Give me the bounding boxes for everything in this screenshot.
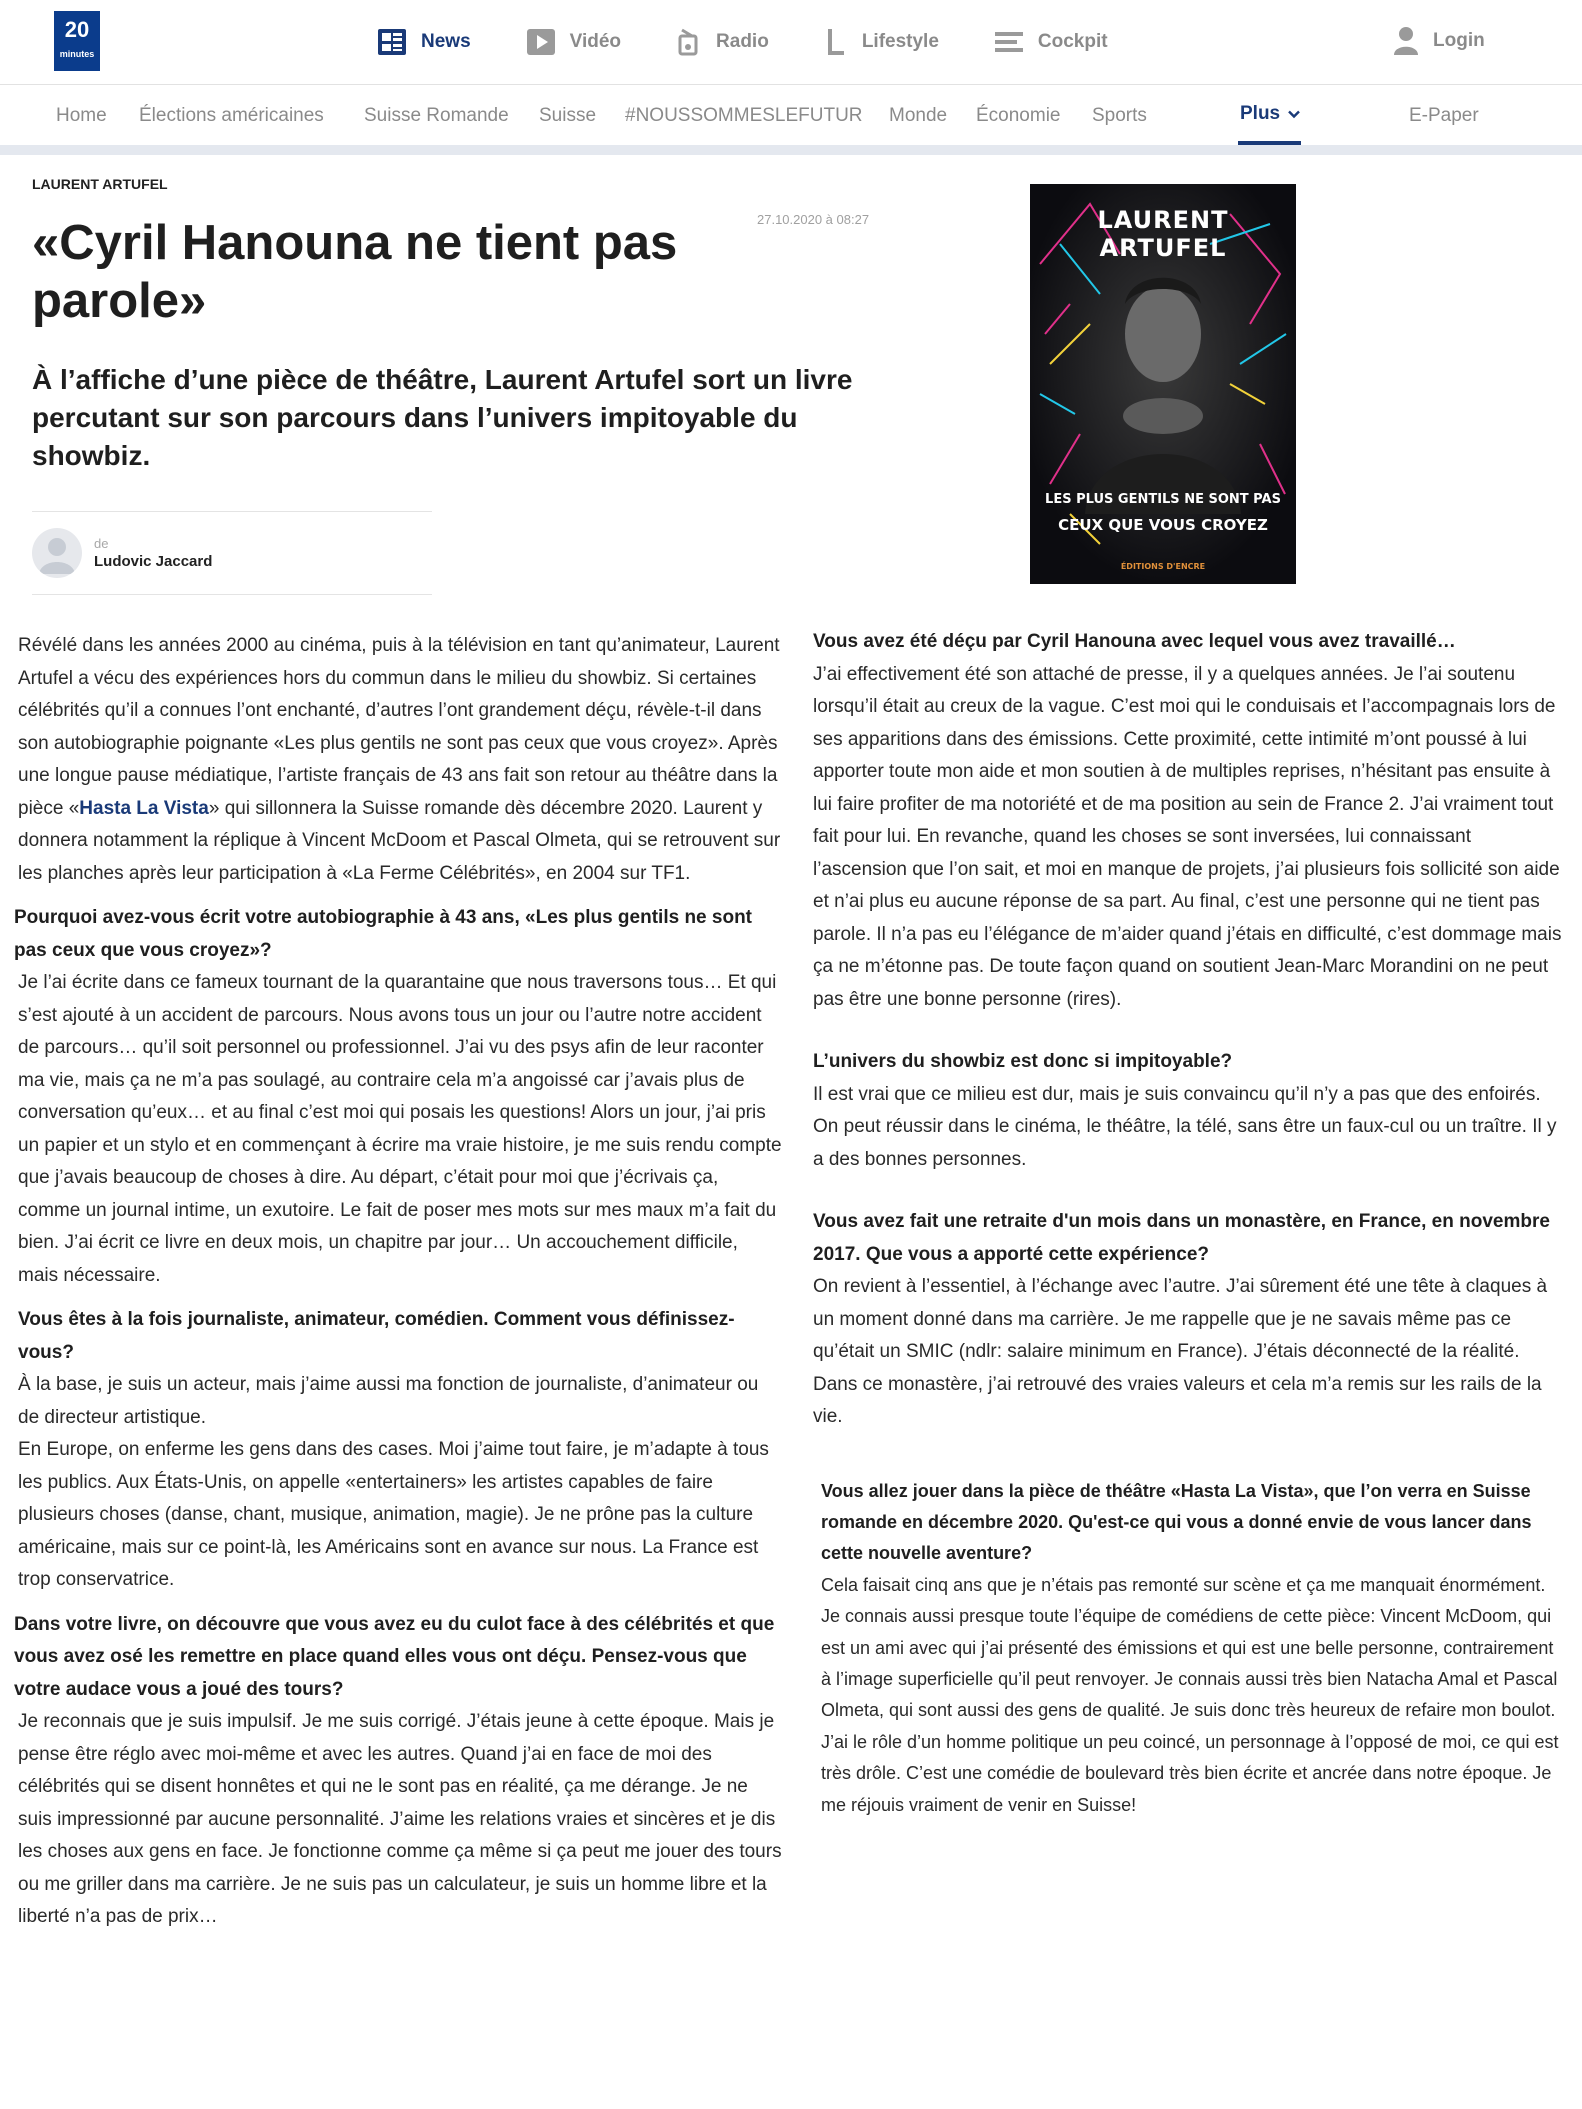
book-author: LAURENT ARTUFEL <box>1097 206 1229 262</box>
answer-1: Je l’ai écrite dans ce fameux tournant de la quarantaine que nous traversons tous… Et qui s’est ajouté à un accident de parcours. Nous avons tous un jour ou l’autre notre accident de parcours… qu’il soit personnel ou professionnel. J’ai vu des psys afin de leur raconter ma vie, mais ça ne m’a pas soulagé, au contraire cela m’a angoissé car j’avais plus de conversation qu’eux… et au final c’est moi qui posais les questions! Alors un jour, j’ai pris un papier et un stylo et en commençant à écrire ma vraie histoire, je me suis rendu compte que j’avais beaucoup de choses à dire. Au départ, c’était pour moi que j’écrivais ça, comme un journal intime, un exutoire. Le fait de poser mes mots sur mes maux m’a fait du bien. J’ai écrit ce livre en deux mois, un chapitre par jour… Un accouchement difficile, mais nécessaire. <box>18 972 782 1286</box>
site-logo[interactable] <box>54 11 100 71</box>
section-nav <box>0 85 1582 155</box>
logo-word: minutes <box>59 49 95 59</box>
answer-2a: À la base, je suis un acteur, mais j’aime aussi ma fonction de journaliste, d’animateur ou de directeur artistique. <box>18 1374 759 1428</box>
nav-news[interactable] <box>377 26 471 58</box>
avatar-placeholder-icon <box>32 528 82 578</box>
top-navigation <box>0 0 1582 85</box>
subnav-monde[interactable]: Monde <box>889 105 948 126</box>
login-button[interactable] <box>1393 26 1485 56</box>
nav-video[interactable] <box>526 26 621 58</box>
question-4: Vous avez été déçu par Cyril Hanouna avec lequel vous avez travaillé… <box>813 631 1456 652</box>
article-tag[interactable]: LAURENT ARTUFEL <box>32 176 168 192</box>
intro-paragraph <box>18 630 783 890</box>
book-cover-image <box>1030 184 1296 584</box>
question-1: Pourquoi avez-vous écrit votre autobiographie à 43 ans, «Les plus gentils ne sont pas ceux que vous croyez»? <box>14 907 753 961</box>
nav-lifestyle-label: Lifestyle <box>861 31 939 52</box>
publication-date: 27.10.2020 à 08:27 <box>757 212 870 227</box>
book-title-line-2: CEUX QUE VOUS CROYEZ <box>1058 516 1268 534</box>
answer-7: Cela faisait cinq ans que je n’étais pas remonté sur scène et ça me manquait énormément. Je connais aussi presque toute l’équipe de comédiens de cette pièce: Vincent McDoom, qui est un ami avec qui j’ai présenté des émissions et qui est une belle personne, contrairement à l’image superficielle qu’il peut renvoyer. Je connais aussi très bien Natacha Amal et Pascal Olmeta, qui sont aussi des gens de qualité. Je suis donc très heureux de refaire mon boulot. J’ai le rôle d’un homme politique un peu coincé, un personnage à l’opposé de moi, ce qui est très drôle. C’est une comédie de boulevard très bien écrite et ancrée dans notre époque. Je me réjouis vraiment de venir en Suisse! <box>821 1574 1559 1815</box>
byline-prefix: de <box>94 536 109 551</box>
author-name[interactable]: Ludovic Jaccard <box>94 553 213 570</box>
answer-4: J’ai effectivement été son attaché de presse, il y a quelques années. Je l’ai soutenu lorsqu’il était au creux de la vague. C’est moi qui le conduisais et l’accompagnais lors de ses apparitions dans des émissions. Cette proximité, cette intimité m’ont poussé à lui apporter toute mon aide et mon soutien à de multiples reprises, n’hésitant pas ensuite à lui faire profiter de ma notoriété et de ma position au sein de France 2. J’ai vraiment tout fait pour lui. En revanche, quand les choses se sont inversées, lui connaissant l’ascension que l’on sait, et moi en manque de projets, j’ai plusieurs fois sollicité son aide et n’ai plus eu aucune réponse de sa part. Au final, c’est une personne qui ne tient pas parole. Il n’a pas eu l’élégance de m’aider quand j’étais en difficulté, c’est dommage mais ça ne m’étonne pas. De toute façon quand on soutient Jean-Marc Morandini on ne peut pas être une bonne personne (rires). <box>813 663 1562 1010</box>
video-play-icon <box>526 28 556 56</box>
answer-7-block <box>821 1476 1565 1821</box>
intro-text: Révélé dans les années 2000 au cinéma, puis à la télévision en tant qu’animateur, Laurent Artufel a vécu des expériences hors du commun dans le milieu du showbiz. Si certaines célébrités qu’il a connues l’ont enchanté, d’autres l’ont grandement déçu, révèle-t-il dans son autobiographie poignante «Les plus gentils ne sont pas ceux que vous croyez». Après une longue pause médiatique, l’artiste français de 43 ans fait son retour au théâtre dans la pièce « <box>18 635 780 819</box>
news-grid-icon <box>377 28 407 56</box>
subnav-sports[interactable]: Sports <box>1092 105 1147 126</box>
chevron-down-icon <box>1288 110 1300 119</box>
subnav-suisse-romande[interactable]: Suisse Romande <box>364 105 509 126</box>
question-2: Vous êtes à la fois journaliste, animateur, comédien. Comment vous définissez-vous? <box>18 1309 735 1363</box>
subnav-nous-sommes-le-futur[interactable]: #NOUSSOMMESLEFUTUR <box>625 105 863 126</box>
intro-text-continued: » qui sillonnera la Suisse romande dès décembre 2020. Laurent y donnera notamment la réplique à Vincent McDoom et Pascal Olmeta, qui se retrouvent sur les planches après leur participation à «La Ferme Célébrités», en 2004 sur TF1. <box>18 797 781 884</box>
question-6: Vous avez fait une retraite d'un mois dans un monastère, en France, en novembre 2017. Que vous a apporté cette expérience? <box>813 1211 1550 1265</box>
nav-radio[interactable] <box>676 26 769 58</box>
cockpit-icon <box>994 29 1024 55</box>
question-7: Vous allez jouer dans la pièce de théâtre «Hasta La Vista», que l’on verra en Suisse romande en décembre 2020. Qu'est-ce qui vous a donné envie de vous lancer dans cette nouvelle aventure? <box>821 1480 1532 1564</box>
active-tab-indicator <box>1238 141 1301 145</box>
subnav-more-label: Plus <box>1240 103 1281 124</box>
subnav-epaper[interactable]: E-Paper <box>1409 105 1479 126</box>
question-5: L’univers du showbiz est donc si impitoyable? <box>813 1051 1233 1072</box>
logo-number: 20 <box>64 17 90 42</box>
article-body-right <box>813 626 1565 1821</box>
answer-6: On revient à l’essentiel, à l’échange avec l’autre. J’ai sûrement été une tête à claques à un moment donné dans ma carrière. Je me rappelle que je ne savais même pas ce qu’était un SMIC (ndlr: salaire minimum en France). J’étais déconnecté de la réalité. Dans ce monastère, j’ai retrouvé des vraies valeurs et cela m’a remis sur les rails de la vie. <box>813 1276 1548 1427</box>
answer-5: Il est vrai que ce milieu est dur, mais je suis convaincu qu’il n’y a pas que des enfoirés. On peut réussir dans le cinéma, le théâtre, la télé, sans être un faux-cul ou un traître. Il y a des bonnes personnes. <box>813 1083 1557 1170</box>
hasta-la-vista-link[interactable]: Hasta La Vista <box>79 797 209 819</box>
user-icon <box>1393 26 1419 56</box>
nav-video-label: Vidéo <box>569 31 622 52</box>
nav-radio-label: Radio <box>716 31 769 52</box>
subnav-suisse[interactable]: Suisse <box>539 105 597 126</box>
book-title-line-1: LES PLUS GENTILS NE SONT PAS <box>1045 492 1281 507</box>
question-3: Dans votre livre, on découvre que vous avez eu du culot face à des célébrités et que vous avez osé les remettre en place quand elles vous ont déçu. Pensez-vous que votre audace vous a joué des tours? <box>14 1613 775 1700</box>
subnav-home[interactable]: Home <box>56 105 107 126</box>
answer-2b: En Europe, on enferme les gens dans des cases. Moi j’aime tout faire, je m’adapte à tous les publics. Aux États-Unis, on appelle «entertainers» les artistes capables de faire plusieurs choses (danse, chant, musique, animation, magie). Je ne prône pas la culture américaine, mais sur ce point-là, les Américains sont en avance sur nous. La France est trop conservatrice. <box>18 1439 769 1590</box>
article-lead: À l’affiche d’une pièce de théâtre, Laurent Artufel sort un livre percutant sur son parcours dans l’univers impitoyable du showbiz. <box>32 364 853 471</box>
radio-icon <box>676 28 702 56</box>
byline <box>32 511 432 595</box>
login-label: Login <box>1433 30 1485 51</box>
subnav-elections[interactable]: Élections américaines <box>139 105 324 126</box>
lifestyle-icon <box>824 27 848 57</box>
subnav-economie[interactable]: Économie <box>976 105 1061 126</box>
nav-news-label: News <box>421 31 471 52</box>
author-avatar <box>32 528 82 578</box>
main-nav <box>377 26 1163 58</box>
nav-cockpit[interactable] <box>994 26 1108 58</box>
article-body-left <box>14 630 783 1934</box>
answer-3: Je reconnais que je suis impulsif. Je me suis corrigé. J’étais jeune à cette époque. Mais je pense être réglo avec moi-même et avec les autres. Quand j’ai en face de moi des célébrités qui se disent honnêtes et qui ne le sont pas en réalité, ça me dérange. Je ne suis impressionné par aucune personnalité. J’aime les relations vraies et sincères et je dis les choses aux gens en face. Je fonctionne comme ça même si ça peut me jouer des tours ou me griller dans ma carrière. Je ne suis pas un calculateur, je suis un homme libre et la liberté n’a pas de prix… <box>18 1711 782 1927</box>
nav-cockpit-label: Cockpit <box>1037 31 1108 52</box>
book-publisher: ÉDITIONS D'ENCRE <box>1120 562 1206 571</box>
nav-lifestyle[interactable] <box>824 26 939 58</box>
subnav-more[interactable] <box>1240 103 1300 125</box>
article-title: «Cyril Hanouna ne tient pas parole» <box>32 216 678 328</box>
